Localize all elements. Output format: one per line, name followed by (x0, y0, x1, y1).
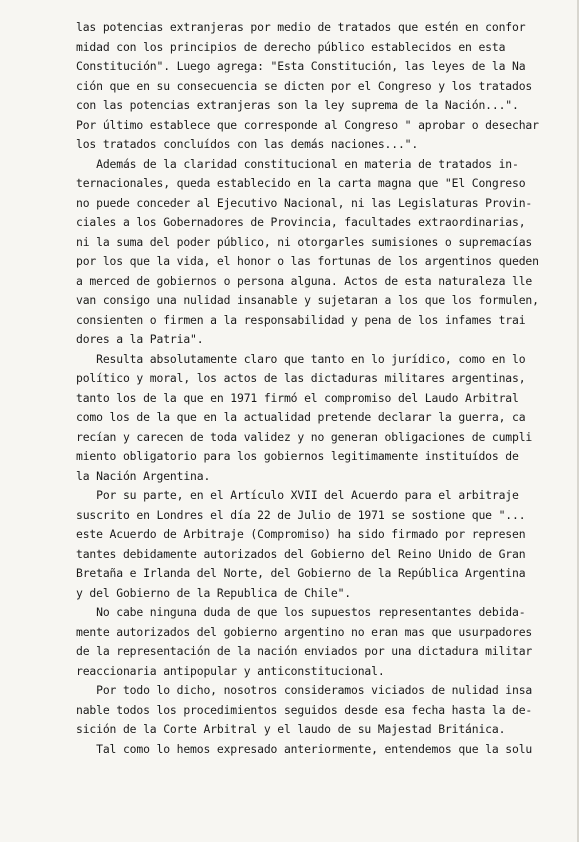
text-line-10: no puede conceder al Ejecutivo Nacional, ni las Legislaturas Provin- (76, 195, 533, 210)
text-line-8: Además de la claridad constitucional en materia de tratados in- (76, 156, 519, 171)
text-line-18: Resulta absolutamente claro que tanto en lo jurídico, como en lo (76, 351, 526, 366)
text-line-22: recían y carecen de toda validez y no generan obligaciones de cumpli (76, 429, 533, 444)
text-line-38: Tal como lo hemos expresado anteriormente, entendemos que la solu (76, 741, 533, 756)
text-line-15: van consigo una nulidad insanable y sujetaran a los que los formulen, (76, 293, 539, 307)
text-line-5: con las potencias extranjeras son la ley suprema de la Nación...". (76, 98, 519, 112)
text-line-37: sición de la Corte Arbitral y el laudo de su Majestad Británica. (76, 722, 506, 736)
text-line-2: midad con los principios de derecho público establecidos en esta (76, 39, 506, 54)
text-line-9: ternacionales, queda establecido en la carta magna que "El Congreso (76, 176, 526, 190)
text-line-35: Por todo lo dicho, nosotros consideramos viciados de nulidad insa (76, 683, 533, 697)
text-line-12: ni la suma del poder público, ni otorgarles sumisiones o supremacías (76, 234, 533, 249)
text-line-23: miento obligatorio para los gobiernos legitimamente instituídos de (76, 449, 519, 463)
text-line-4: ción que en su consecuencia se dicten por el Congreso y los tratados (76, 78, 533, 93)
text-line-28: tantes debidamente autorizados del Gobierno del Reino Unido de Gran (76, 546, 526, 561)
text-line-17: dores a la Patria". (76, 332, 204, 346)
text-line-1: las potencias extranjeras por medio de tratados que estén en confor (76, 20, 526, 34)
text-line-26: suscrito en Londres el día 22 de Julio de 1971 se sostione que "... (76, 507, 526, 522)
text-line-33: de la representación de la nación enviados por una dictadura militar (76, 644, 533, 658)
text-line-31: No cabe ninguna duda de que los supuestos representantes debida- (76, 605, 526, 619)
text-line-6: Por último establece que corresponde al Congreso " aprobar o desechar (76, 117, 539, 132)
text-line-20: tanto los de la que en 1971 firmó el compromiso del Laudo Arbitral (76, 390, 519, 405)
text-line-11: ciales a los Gobernadores de Provincia, facultades extraordinarias, (76, 215, 526, 229)
text-line-29: Bretaña e Irlanda del Norte, del Gobierno de la República Argentina (76, 566, 526, 580)
text-line-30: y del Gobierno de la Republica de Chile". (76, 585, 352, 600)
text-line-14: a merced de gobiernos o persona alguna. Actos de esta naturaleza lle (76, 273, 533, 288)
text-line-13: por los que la vida, el honor o las fortunas de los argentinos queden (76, 254, 539, 268)
text-line-3: Constitución". Luego agrega: "Esta Constitución, las leyes de la Na (76, 59, 526, 73)
text-line-27: este Acuerdo de Arbitraje (Compromiso) ha sido firmado por represen (76, 527, 526, 541)
text-line-32: mente autorizados del gobierno argentino no eran mas que usurpadores (76, 624, 533, 639)
text-line-34: reaccionaria antipopular y anticonstitucional. (76, 663, 385, 678)
text-line-36: nable todos los procedimientos seguidos desde esa fecha hasta la de- (76, 702, 533, 717)
text-line-7: los tratados concluídos con las demás naciones...". (76, 137, 419, 151)
text-line-19: político y moral, los actos de las dictaduras militares argentinas, (76, 371, 526, 385)
text-line-16: consienten o firmen a la responsabilidad y pena de los infames trai (76, 312, 526, 327)
text-line-21: como los de la que en la actualidad pretende declarar la guerra, ca (76, 410, 526, 424)
text-line-24: la Nación Argentina. (76, 468, 211, 483)
text-line-25: Por su parte, en el Artículo XVII del Acuerdo para el arbitraje (76, 488, 519, 502)
